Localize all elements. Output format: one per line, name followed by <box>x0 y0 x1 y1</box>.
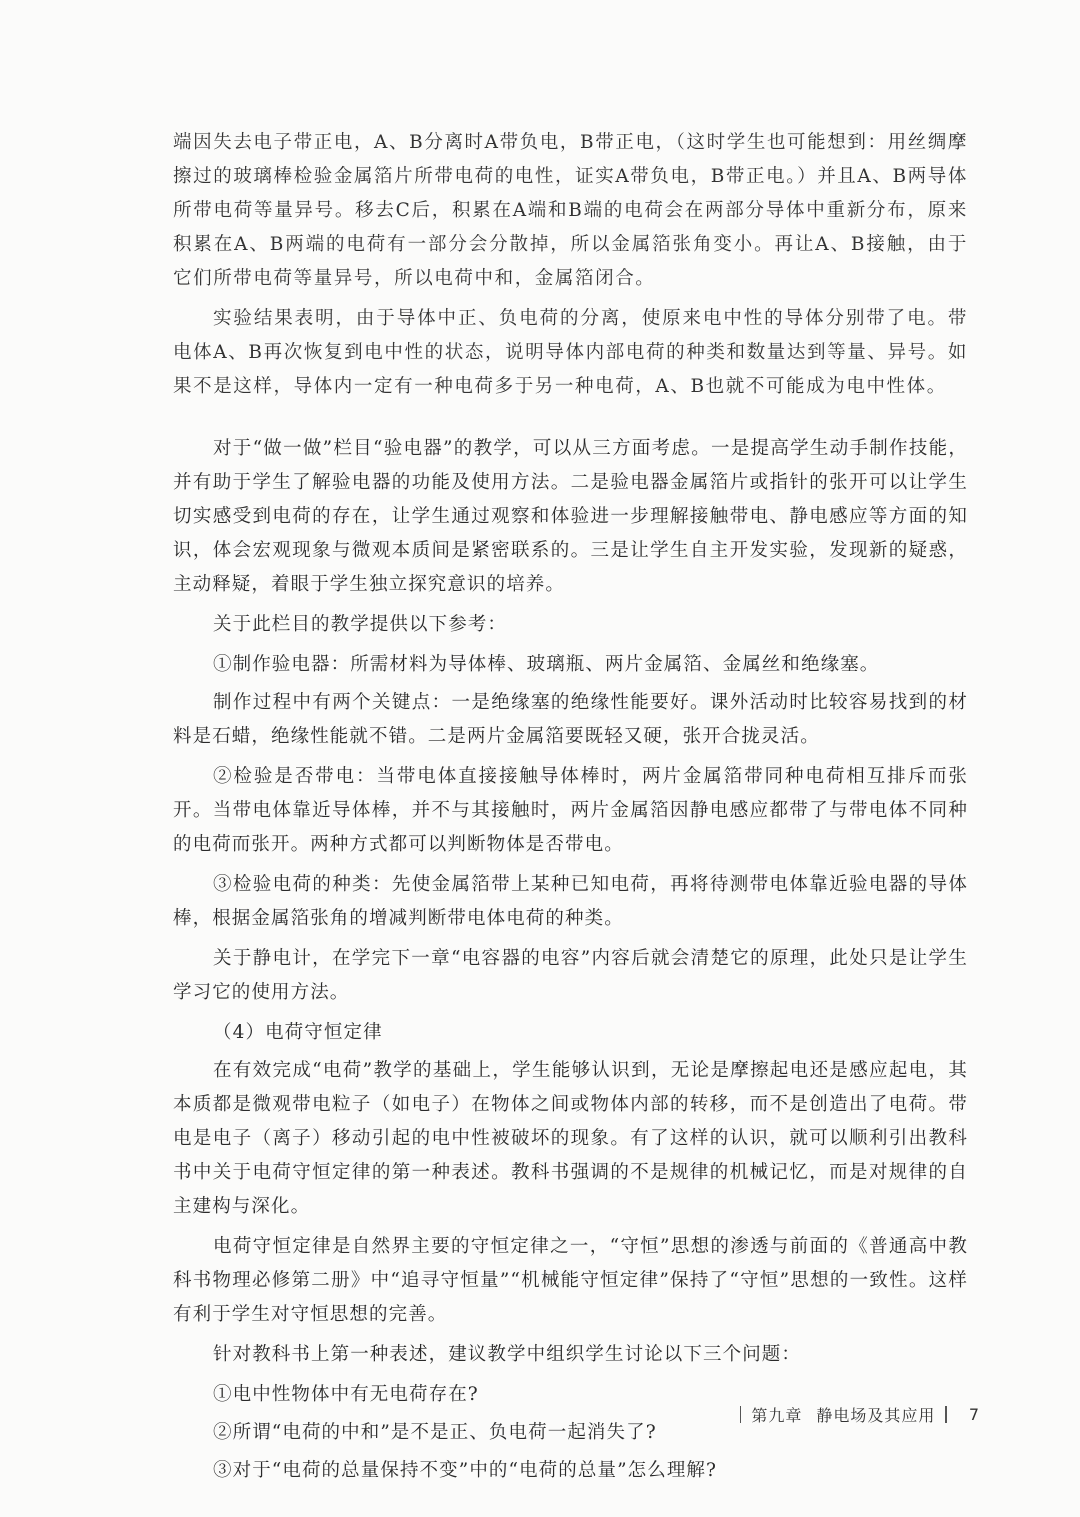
list-item: ③检验电荷的种类：先使金属箔带上某种已知电荷，再将待测带电体靠近验电器的导体棒，根据金属箔张角的增减判断带电体电荷的种类。 <box>173 874 968 929</box>
list-item: ②检验是否带电：当带电体直接接触导体棒时，两片金属箔带同种电荷相互排斥而张开。当带电体靠近导体棒，并不与其接触时，两片金属箔因静电感应都带了与带电体不同种的电荷而张开。两种方式都可以判断物体是否带电。 <box>173 766 968 855</box>
teaching-guidance-text <box>173 432 968 1492</box>
chapter-title: 静电场及其应用 <box>816 1405 936 1425</box>
paragraph: 关于此栏目的教学提供以下参考： <box>213 614 508 635</box>
chapter-label: 第九章 <box>751 1405 803 1425</box>
footer-divider <box>740 1406 741 1423</box>
page-footer <box>730 1400 979 1428</box>
continued-experiment-text <box>173 126 968 410</box>
list-item: ①制作验电器：所需材料为导体棒、玻璃瓶、两片金属箔、金属丝和绝缘塞。 <box>213 654 880 675</box>
list-item: ①电中性物体中有无电荷存在? <box>213 1384 479 1405</box>
paragraph: 对于“做一做”栏目“验电器”的教学，可以从三方面考虑。一是提高学生动手制作技能，并有助于学生了解验电器的功能及使用方法。二是验电器金属箔片或指针的张开可以让学生切实感受到电荷的存在，让学生通过观察和体验进一步理解接触带电、静电感应等方面的知识，体会宏观现象与微观本质间是紧密联系的。三是让学生自主开发实验，发现新的疑惑，主动释疑，着眼于学生独立探究意识的培养。 <box>173 438 968 595</box>
section-heading: （4）电荷守恒定律 <box>213 1022 383 1043</box>
paragraph: 关于静电计，在学完下一章“电容器的电容”内容后就会清楚它的原理，此处只是让学生学习它的使用方法。 <box>173 948 968 1003</box>
paragraph: 针对教科书上第一种表述，建议教学中组织学生讨论以下三个问题： <box>213 1344 802 1365</box>
page-number: 7 <box>968 1404 979 1424</box>
list-item: ②所谓“电荷的中和”是不是正、负电荷一起消失了? <box>213 1422 657 1443</box>
paragraph: 在有效完成“电荷”教学的基础上，学生能够认识到，无论是摩擦起电还是感应起电，其本质都是微观带电粒子（如电子）在物体之间或物体内部的转移，而不是创造出了电荷。带电是电子（离子）移动引起的电中性被破坏的现象。有了这样的认识，就可以顺利引出教科书中关于电荷守恒定律的第一种表述。教科书强调的不是规律的机械记忆，而是对规律的自主建构与深化。 <box>173 1060 968 1217</box>
list-item: ③对于“电荷的总量保持不变”中的“电荷的总量”怎么理解? <box>213 1460 718 1481</box>
footer-divider <box>945 1406 946 1423</box>
paragraph: 端因失去电子带正电，A、B分离时A带负电，B带正电，（这时学生也可能想到：用丝绸摩擦过的玻璃棒检验金属箔片所带电荷的电性，证实A带负电，B带正电。）并且A、B两导体所带电荷等量异号。移去C后，积累在A端和B端的电荷会在两部分导体中重新分布，原来积累在A、B两端的电荷有一部分会分散掉，所以金属箔张角变小。再让A、B接触，由于它们所带电荷等量异号，所以电荷中和，金属箔闭合。 <box>173 132 968 289</box>
paragraph: 制作过程中有两个关键点：一是绝缘塞的绝缘性能要好。课外活动时比较容易找到的材料是石蜡，绝缘性能就不错。二是两片金属箔要既轻又硬，张开合拢灵活。 <box>173 692 968 747</box>
paragraph: 电荷守恒定律是自然界主要的守恒定律之一，“守恒”思想的渗透与前面的《普通高中教科书物理必修第二册》中“追寻守恒量”“机械能守恒定律”保持了“守恒”思想的一致性。这样有利于学生对守恒思想的完善。 <box>173 1236 968 1325</box>
paragraph: 实验结果表明，由于导体中正、负电荷的分离，使原来电中性的导体分别带了电。带电体A、B再次恢复到电中性的状态，说明导体内部电荷的种类和数量达到等量、异号。如果不是这样，导体内一定有一种电荷多于另一种电荷，A、B也就不可能成为电中性体。 <box>173 308 968 397</box>
